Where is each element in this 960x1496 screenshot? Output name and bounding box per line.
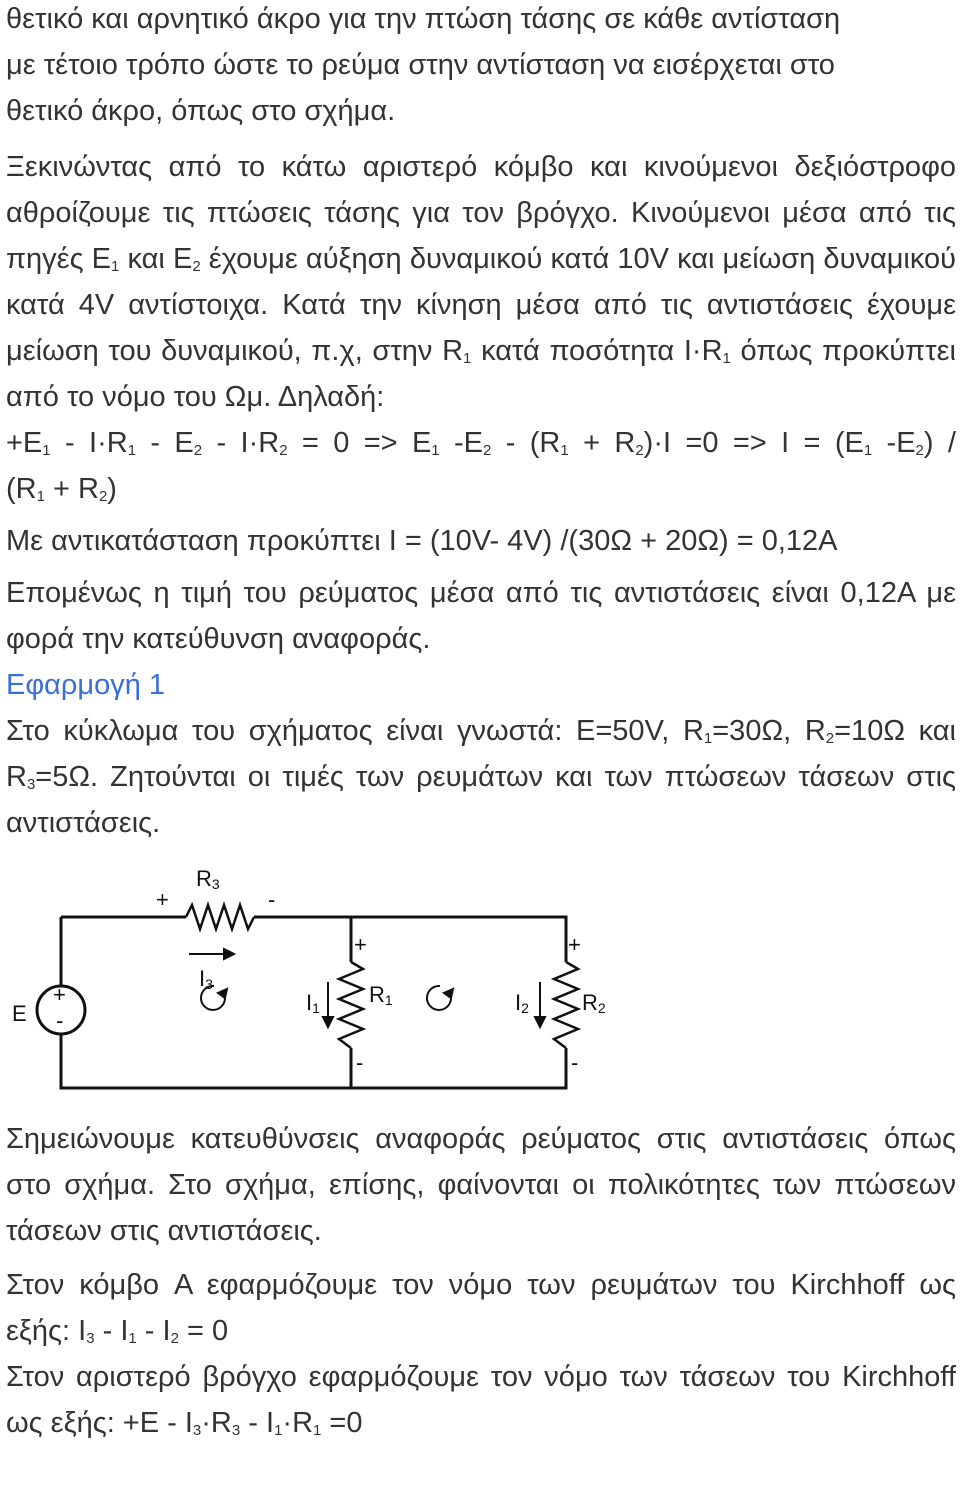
label-i1 [306, 990, 320, 1016]
source-plus-sign: + [53, 982, 66, 1007]
label-i1-sub: 1 [312, 1000, 320, 1016]
subscript: 2 [483, 442, 492, 459]
text-run: Στον κόμβο A εφαρμόζουμε τον νόμο των ρευμάτων του Kirchhoff ως εξής: I [6, 1269, 956, 1347]
text-run: έχουμε αύξηση δυναμικού κατά 10V και μείωση δυναμικού κατά 4V αντίστοιχα. Κατά την κίνηση μέσα από τις αντιστάσεις έχουμε μείωση του δυναμικού, π.χ, στην R [6, 243, 956, 367]
label-r1-sub: 1 [384, 992, 393, 1008]
text-run: + R [568, 427, 636, 459]
label-i1-main: I [306, 990, 313, 1015]
text-run: ·R [201, 1407, 232, 1439]
wire-top-right [254, 917, 566, 962]
text-run: όπως προκύπτει από το νόμο του Ωμ. Δηλαδή: [6, 335, 956, 413]
label-i3-sub: 3 [205, 976, 213, 992]
text-run: )·I =0 => I = (E [643, 427, 864, 459]
subscript: 1 [111, 258, 120, 275]
text-run: - I [94, 1315, 129, 1347]
label-r2-main: R [582, 990, 598, 1015]
text-run: Στο κύκλωμα του σχήματος είναι γνωστά: E=50V, R [6, 715, 704, 747]
subscript: 1 [463, 350, 472, 367]
label-i3-main: I [199, 966, 206, 991]
paragraph-reference-directions: Σημειώνουμε κατευθύνσεις αναφοράς ρεύματος στις αντιστάσεις όπως στο σχήμα. Στο σχήμα, επίσης, φαίνονται οι πολικότητες των πτώσεων τάσεων στις αντιστάσεις. [6, 1123, 956, 1247]
text-run: - I·R [202, 427, 280, 459]
r2-minus-sign: - [571, 1050, 579, 1075]
text-run: ·R [282, 1407, 314, 1439]
subscript: 2 [98, 488, 108, 505]
subscript: 1 [313, 1422, 322, 1439]
text-run: (R [6, 473, 37, 505]
r1-minus-sign: - [356, 1050, 364, 1075]
subscript: 1 [42, 442, 51, 459]
text-run: ) / [923, 427, 956, 459]
text-run: Στον αριστερό βρόγχο εφαρμόζουμε τον νόμο των τάσεων του Kirchhoff ως εξής: +E - I [6, 1361, 956, 1439]
subscript: 3 [192, 1422, 202, 1439]
text-run: -E [439, 427, 484, 459]
label-i2 [515, 990, 529, 1016]
text-run: ) [107, 473, 117, 505]
subscript: 1 [722, 350, 731, 367]
subscript: 3 [86, 1330, 95, 1347]
subscript: 3 [26, 776, 36, 793]
subscript: 2 [825, 730, 835, 747]
circuit-diagram [6, 856, 606, 1108]
text-run: =0 [321, 1407, 363, 1439]
text-run: - I·R [50, 427, 128, 459]
label-e: E [12, 1001, 27, 1026]
text-run: =30Ω, R [712, 715, 826, 747]
text-run: = 0 => E [287, 427, 432, 459]
loop-arrow-right [427, 986, 453, 1010]
r1-plus-sign: + [354, 932, 367, 957]
source-minus-sign: - [56, 1008, 64, 1033]
section-heading: Εφαρμογή 1 [6, 669, 166, 701]
text-run: κατά ποσότητα I·R [471, 335, 723, 367]
paragraph-problem-statement [6, 708, 956, 846]
text-run: -E [872, 427, 916, 459]
resistor-r3 [186, 905, 254, 929]
text-run: Ξεκινώντας από το κάτω αριστερό κόμβο και κινούμενοι δεξιόστροφο αθροίζουμε τις πτώσεις τάσης για τον βρόγχο. Κινούμενοι μέσα από τις πηγές E [6, 151, 956, 275]
resistor-r1 [339, 962, 363, 1048]
text-run: +E [6, 427, 43, 459]
text-run: =10Ω και R [6, 715, 956, 793]
label-i2-sub: 2 [521, 1000, 529, 1016]
subscript: 2 [635, 442, 644, 459]
paragraph-conclusion: Επομένως η τιμή του ρεύματος μέσα από τις αντιστάσεις είναι 0,12A με φορά την κατεύθυνση αναφοράς. [6, 577, 956, 655]
label-i2-main: I [515, 990, 522, 1015]
r3-minus-sign: - [268, 887, 276, 912]
text-run: και E [119, 243, 193, 275]
text-run: - E [136, 427, 194, 459]
subscript: 2 [192, 258, 201, 275]
subscript: 1 [127, 442, 137, 459]
subscript: 2 [279, 442, 288, 459]
text-run: - I [136, 1315, 171, 1347]
subscript: 1 [36, 488, 45, 505]
label-r3-main: R [196, 866, 212, 891]
current-arrow-i1 [323, 982, 333, 1027]
paragraph-intro [6, 0, 956, 134]
r3-plus-sign: + [156, 887, 169, 912]
paragraph-kvl-left-loop [6, 1354, 956, 1446]
label-r2-sub: 2 [597, 1000, 606, 1016]
subscript: 1 [128, 1330, 137, 1347]
subscript: 1 [274, 1422, 283, 1439]
paragraph-substitution: Με αντικατάσταση προκύπτει I = (10V- 4V) /(30Ω + 20Ω) = 0,12A [6, 525, 838, 557]
text-run: + R [44, 473, 99, 505]
subscript: 3 [231, 1422, 241, 1439]
current-arrow-i3 [189, 949, 234, 959]
subscript: 1 [431, 442, 440, 459]
subscript: 1 [863, 442, 873, 459]
label-r3-sub: 3 [211, 876, 220, 892]
equation-kvl [6, 420, 956, 466]
label-i3 [199, 966, 213, 992]
intro-line-1: θετικό και αρνητικό άκρο για την πτώση τάσης σε κάθε αντίσταση [6, 3, 841, 35]
resistor-r2 [554, 962, 578, 1048]
label-r2 [582, 990, 606, 1016]
subscript: 1 [560, 442, 569, 459]
subscript: 2 [915, 442, 924, 459]
text-run: - I [240, 1407, 275, 1439]
label-r1-main: R [369, 982, 385, 1007]
wire-bottom [61, 1034, 566, 1088]
label-r3 [196, 866, 220, 892]
subscript: 2 [193, 442, 203, 459]
text-run: =5Ω. Ζητούνται οι τιμές των ρευμάτων και των πτώσεων τάσεων στις αντιστάσεις. [6, 761, 956, 839]
intro-line-2: με τέτοιο τρόπο ώστε το ρεύμα στην αντίσταση να εισέρχεται στο [6, 49, 835, 81]
paragraph-loop-explanation [6, 144, 956, 420]
paragraph-kcl [6, 1262, 956, 1354]
subscript: 2 [170, 1330, 179, 1347]
equation-kvl-continued [6, 466, 956, 512]
r2-plus-sign: + [568, 932, 581, 957]
text-run: - (R [491, 427, 561, 459]
intro-line-3: θετικό άκρο, όπως στο σχήμα. [6, 95, 396, 127]
subscript: 1 [703, 730, 713, 747]
current-arrow-i2 [535, 982, 545, 1027]
text-run: = 0 [178, 1315, 229, 1347]
document-page [6, 0, 956, 1446]
label-r1 [369, 982, 393, 1008]
